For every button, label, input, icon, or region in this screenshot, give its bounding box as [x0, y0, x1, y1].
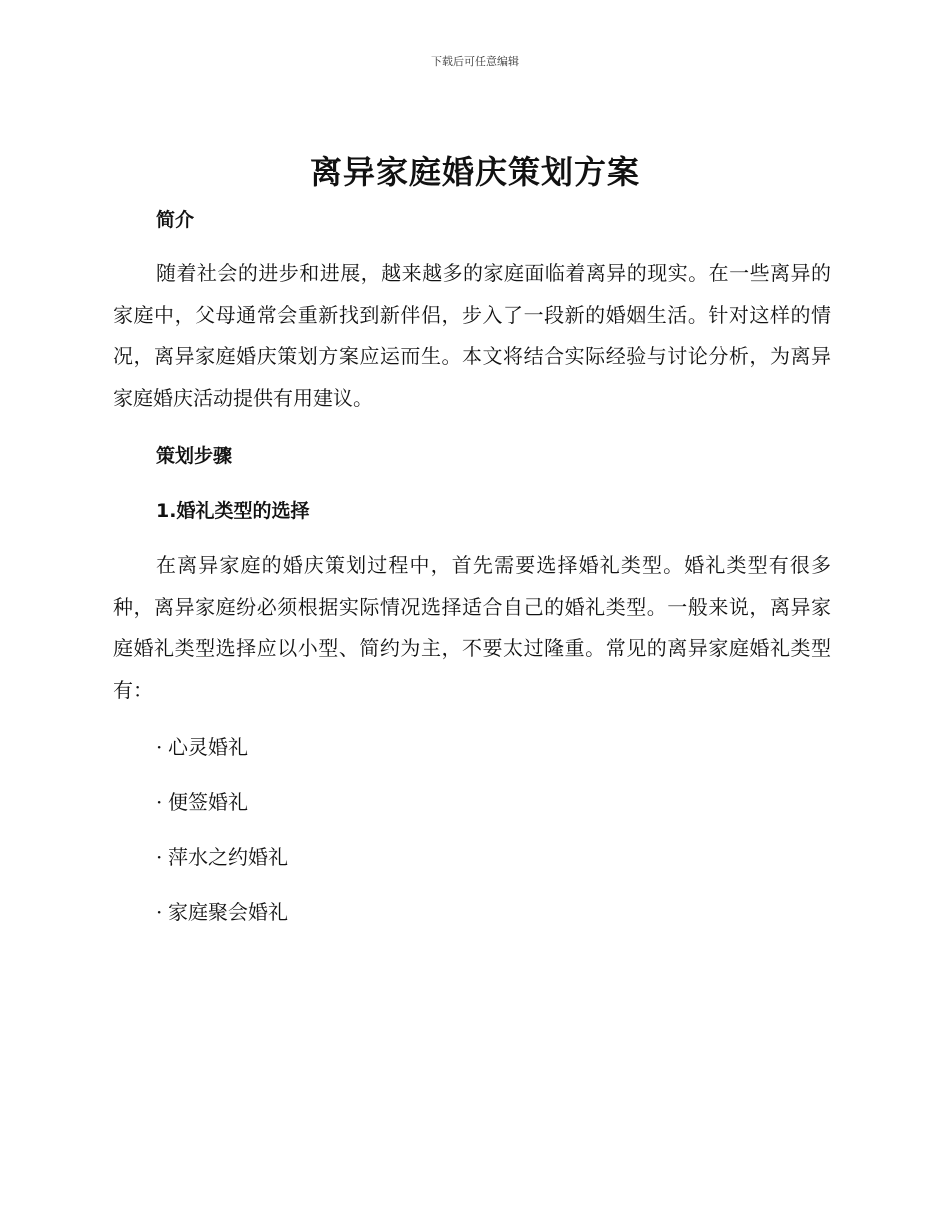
- intro-paragraph: 随着社会的进步和进展，越来越多的家庭面临着离异的现实。在一些离异的家庭中，父母通常会重新找到新伴侣，步入了一段新的婚姻生活。针对这样的情况，离异家庭婚庆策划方案应运而生。本文将结合实际经验与讨论分析，为离异家庭婚庆活动提供有用建议。: [113, 261, 831, 411]
- list-item-label: 心灵婚礼: [168, 735, 248, 759]
- list-item: [156, 843, 288, 871]
- list-item-label: 便签婚礼: [168, 790, 248, 814]
- list-item-label: 家庭聚会婚礼: [168, 900, 288, 924]
- steps-heading: 策划步骤: [156, 445, 233, 467]
- list-item: [156, 733, 248, 761]
- step1-heading: 1.婚礼类型的选择: [156, 500, 310, 522]
- bullet-marker: ·: [156, 900, 163, 924]
- step1-paragraph: 在离异家庭的婚庆策划过程中，首先需要选择婚礼类型。婚礼类型有很多种，离异家庭纷必须根据实际情况选择适合自己的婚礼类型。一般来说，离异家庭婚礼类型选择应以小型、简约为主，不要太过隆重。常见的离异家庭婚礼类型有：: [113, 553, 831, 703]
- bullet-marker: ·: [156, 790, 163, 814]
- intro-heading: 简介: [156, 209, 195, 231]
- list-item-label: 萍水之约婚礼: [168, 845, 288, 869]
- bullet-marker: ·: [156, 735, 163, 759]
- document-title: 离异家庭婚庆策划方案: [309, 153, 640, 191]
- bullet-marker: ·: [156, 845, 163, 869]
- list-item: [156, 788, 248, 816]
- header-note: 下载后可任意编辑: [431, 55, 519, 68]
- list-item: [156, 898, 288, 926]
